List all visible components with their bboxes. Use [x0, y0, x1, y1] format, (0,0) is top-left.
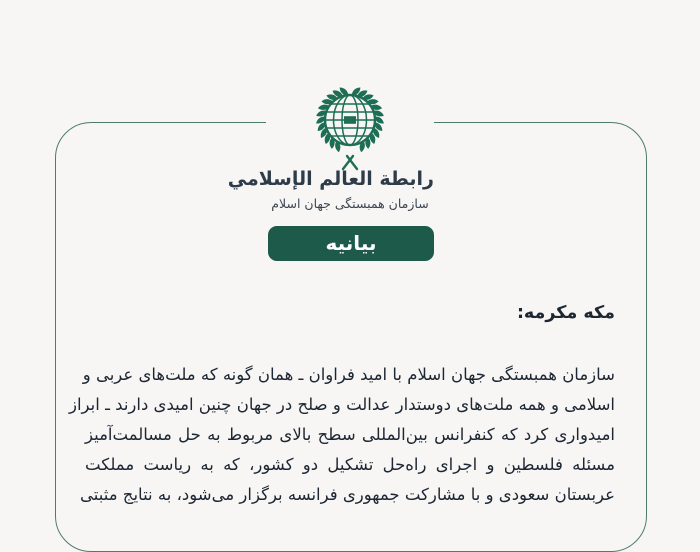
statement-line: مسئله فلسطین و اجرای راه‌حل تشکیل دو کشور، که به ریاست مملکت	[85, 455, 615, 474]
statement-line: اسلامی و همه ملت‌های دوستدار عدالت و صلح در جهان چنین امیدی دارند ـ ابراز	[69, 395, 615, 414]
statement-line: سازمان همبستگی جهان اسلام با امید فراوان ـ همان گونه که ملت‌های عربی و	[82, 365, 615, 384]
statement-body	[69, 360, 615, 510]
statement-line: امیدواری کرد که کنفرانس بین‌المللی سطح بالای مربوط به حل مسالمت‌آمیز	[85, 425, 615, 444]
organization-persian-subtitle: سازمان همبستگی جهان اسلام	[271, 195, 429, 211]
statement-line: عربستان سعودی و با مشارکت جمهوری فرانسه برگزار می‌شود، به نتایج مثبتی	[80, 485, 615, 504]
header-block	[227, 84, 434, 261]
laurel-wreath-globe-icon	[300, 84, 400, 172]
organization-arabic-calligraphy: رابطة العالم الإسلامي	[227, 168, 434, 190]
dateline-heading: مکه مکرمه:	[516, 303, 615, 323]
statement-banner: بیانیه	[268, 226, 434, 261]
